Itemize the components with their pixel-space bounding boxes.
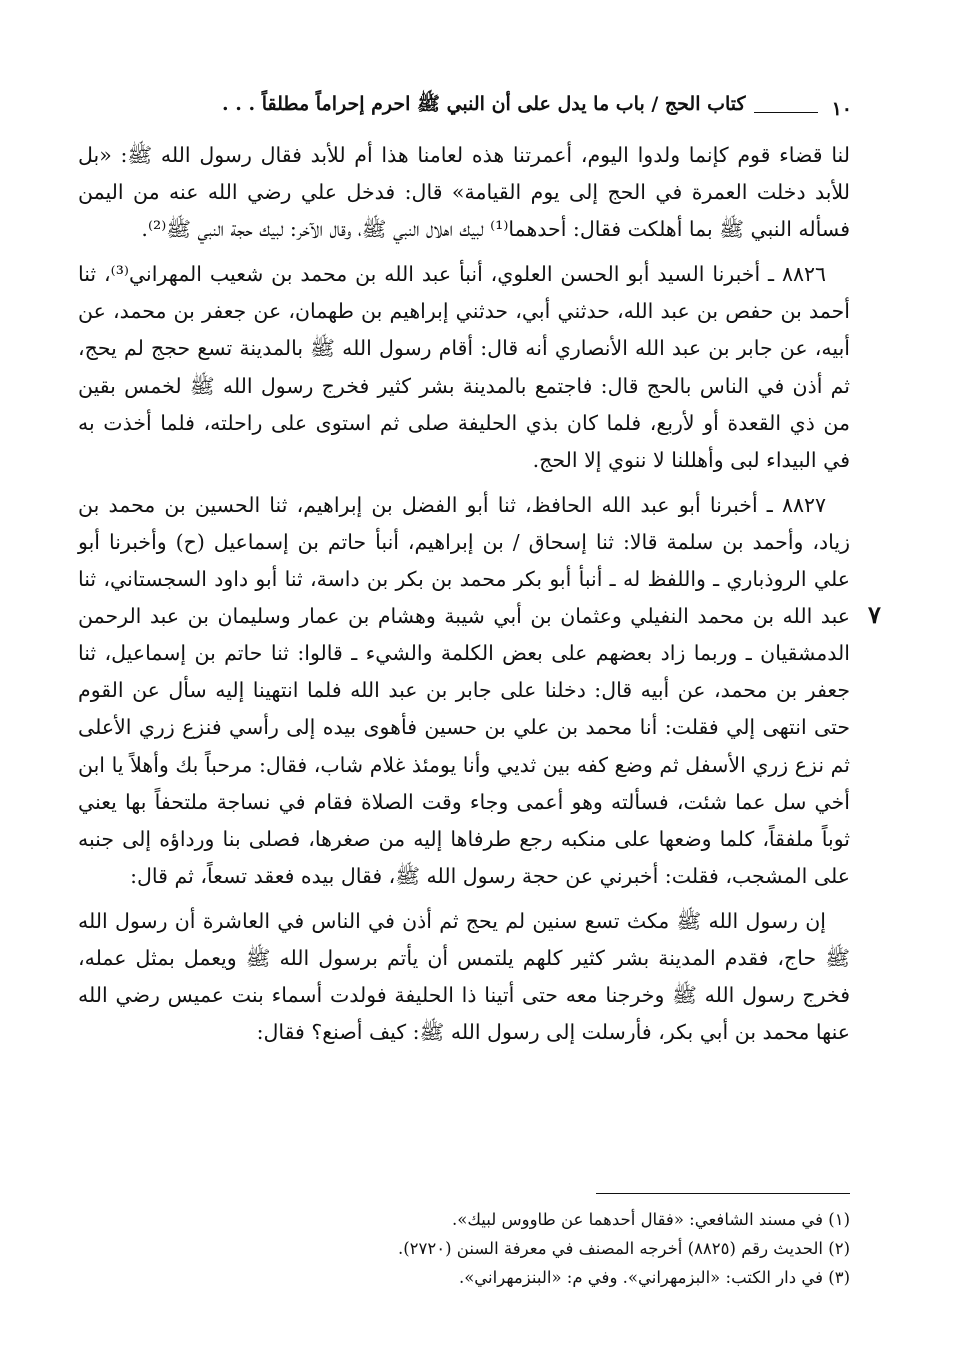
running-header bbox=[82, 86, 852, 120]
hadith-8826: ٨٨٢٦ ـ أخبرنا السيد أبو الحسن العلوي، أنبأ عبد الله بن محمد بن شعيب المهراني⁽³⁾، ثنا أحمد بن حفص بن عبد الله، حدثني أبي، حدثني إبراهيم بن طهمان، عن جعفر بن محمد، عن أبيه، عن جابر بن عبد الله الأنصاري أنه قال: أقام رسول الله ﷺ بالمدينة تسع حجج لم يحج، ثم أذن في الناس بالحج قال: فاجتمع بالمدينة بشر كثير فخرج رسول الله ﷺ لخمس بقين من ذي القعدة أو لأربع، فلما كان بذي الحليفة صلى ثم استوى على راحلته، فلما أخذت به في البيداء لبى وأهللنا لا ننوي إلا الحج. bbox=[78, 262, 850, 472]
footnote-2: (٢) الحديث رقم (٨٨٢٥) أخرجه المصنف في معرفة السنن (٢٧٢٠). bbox=[397, 1239, 850, 1258]
page-number: ١٠ bbox=[831, 98, 852, 120]
footnote-separator bbox=[596, 1193, 850, 1194]
manuscript-folio-marker: ٧ bbox=[868, 600, 881, 629]
footnote-1: (١) في مسند الشافعي: «فقال أحدهما عن طاووس لبيك». bbox=[452, 1210, 850, 1229]
footnotes bbox=[300, 1205, 850, 1292]
paragraph: إن رسول الله ﷺ مكث تسع سنين لم يحج ثم أذن في الناس في العاشرة أن رسول الله ﷺ حاج، فقدم المدينة بشر كثير كلهم يلتمس أن يأتم برسول الله ﷺ ويعمل بمثل عمله، فخرج رسول الله ﷺ وخرجنا معه حتى أتينا ذا الحليفة فولدت أسماء بنت عميس رضي الله عنها محمد بن أبي بكر، فأرسلت إلى رسول الله ﷺ: كيف أصنع؟ فقال: bbox=[78, 908, 850, 1045]
main-text bbox=[78, 137, 850, 1059]
footnote-3: (٣) في دار الكتب: «البزمهراني». وفي م: «البنزمهراني». bbox=[458, 1268, 850, 1287]
hadith-8827: ٨٨٢٧ ـ أخبرنا أبو عبد الله الحافظ، ثنا أبو الفضل بن إبراهيم، ثنا الحسين بن محمد بن زياد، وأحمد بن سلمة قالا: ثنا إسحاق / بن إبراهيم، أنبأ حاتم بن إسماعيل (ح) وأخبرنا أبو علي الروذباري ـ واللفظ له ـ أنبأ أبو بكر محمد بن بكر بن داسة، ثنا أبو داود السجستاني، ثنا عبد الله بن محمد النفيلي وعثمان بن أبي شيبة وهشام بن عمار وسليمان بن عبد الرحمن الدمشقيان ـ وربما زاد بعضهم على بعض الكلمة والشيء ـ قالوا: ثنا حاتم بن إسماعيل، ثنا جعفر بن محمد، عن أبيه قال: دخلنا على جابر بن عبد الله فلما انتهينا إليه سأل عن القوم حتى انتهى إلي فقلت: أنا محمد بن علي بن حسين فأهوى بيده إلى رأسي فنزع زري الأعلى ثم نزع زري الأسفل ثم وضع كفه بين ثديي وأنا يومئذ غلام شاب، فقال: مرحباً بك وأهلاً يا ابن أخي سل عما شئت، فسألته وهو أعمى وجاء وقت الصلاة فقام في نساجة ملتحفاً بها يعني ثوباً ملفقاً، كلما وضعها على منكبه رجع طرفاها إليه من صغرها، فصلى بنا ورداؤه إلى جنبه على المشجب، فقلت: أخبرني عن حجة رسول الله ﷺ، فقال بيده فعقد تسعاً، ثم قال: bbox=[78, 492, 850, 888]
running-title: كتاب الحج / باب ما يدل على أن النبي ﷺ احرم إحراماً مطلقاً . . . bbox=[222, 93, 746, 115]
paragraph: لنا قضاء قوم كإنما ولدوا اليوم، أعمرتنا هذه لعامنا هذا أم للأبد فقال رسول الله ﷺ: «بل للأبد دخلت العمرة في الحج إلى يوم القيامة» قال: فدخل علي رضي الله عنه من اليمن فسأله النبي ﷺ بما أهلكت فقال: أحدهما⁽¹⁾ لبيك اهلال النبي ﷺ، وقال الآخر: لبيك حجة النبي ﷺ⁽²⁾. bbox=[78, 143, 850, 242]
header-rule bbox=[754, 112, 818, 113]
